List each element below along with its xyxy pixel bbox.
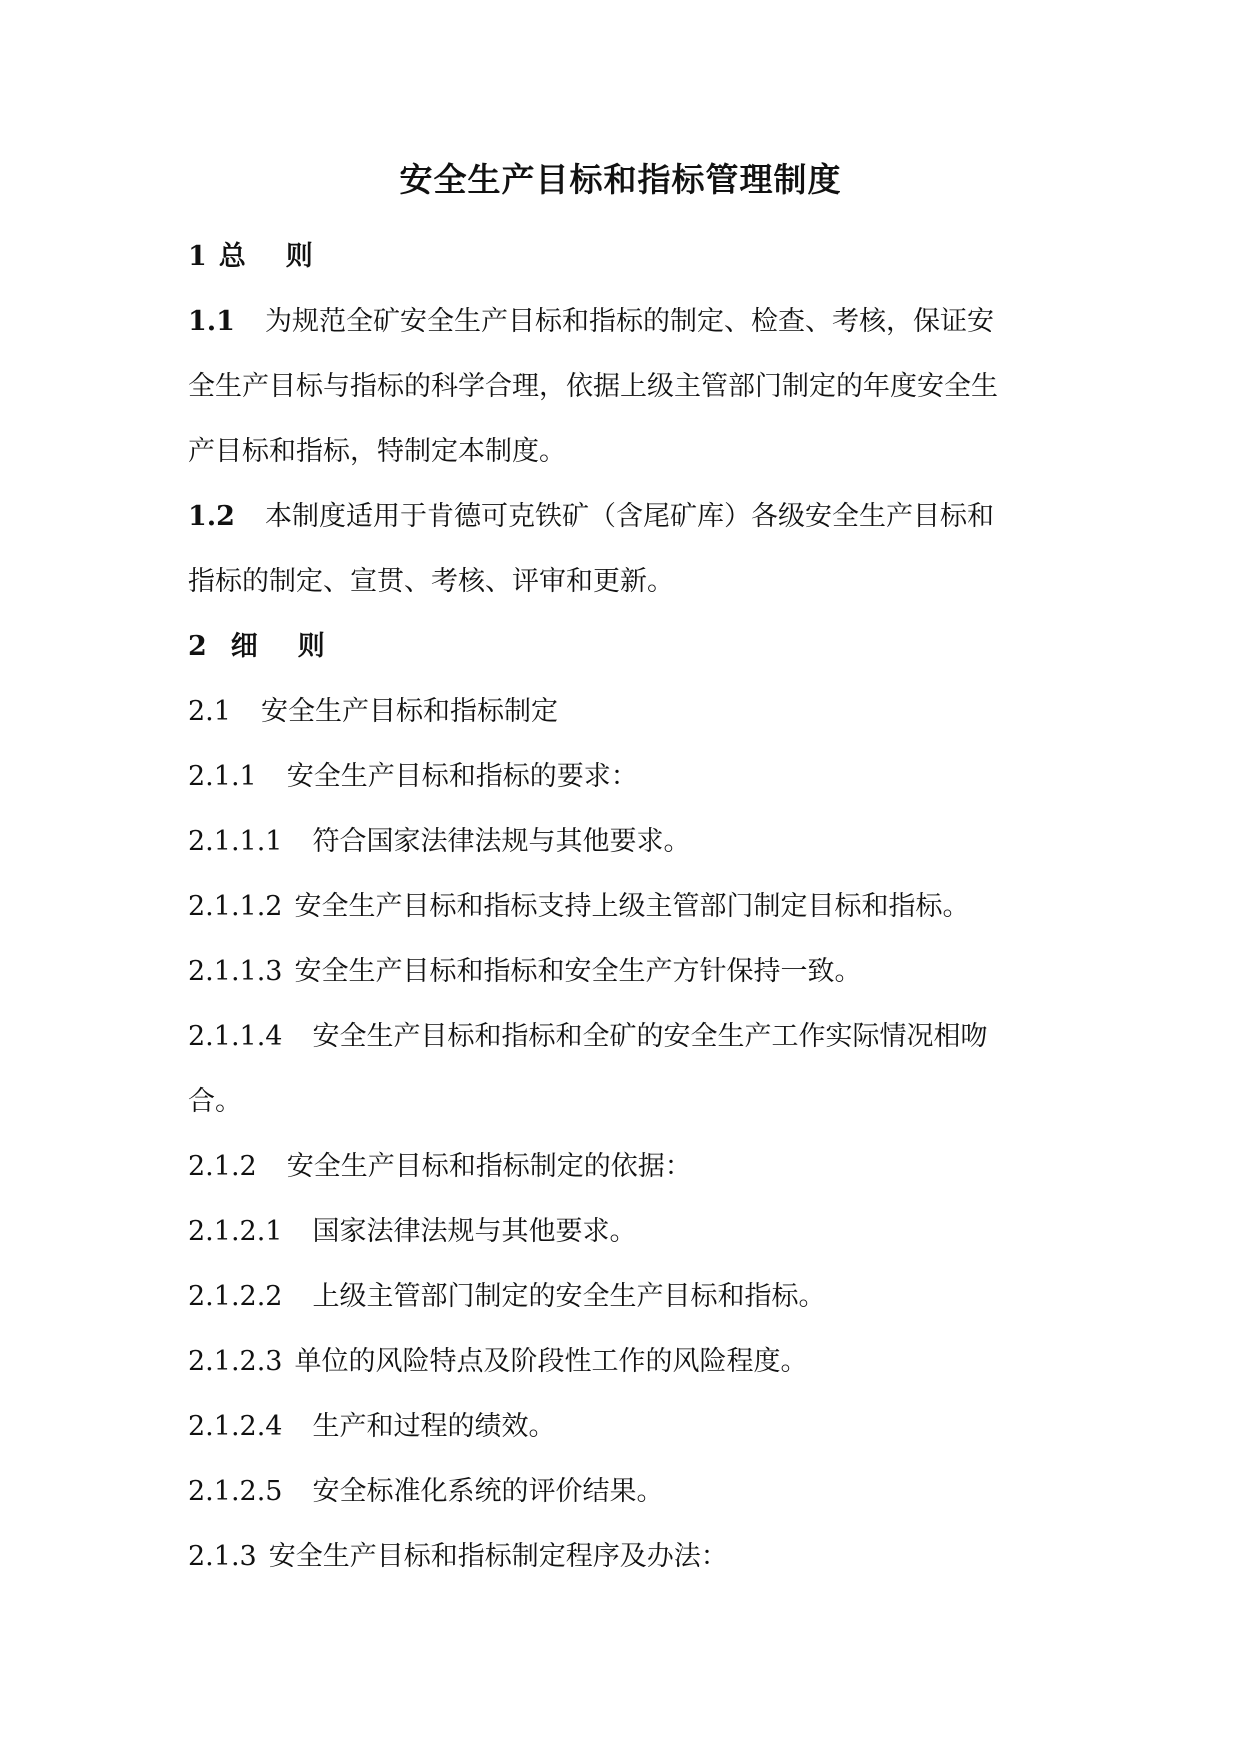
- item-number: 2.1.1.1: [188, 826, 283, 857]
- item-text: 安全标准化系统的评价结果。: [312, 1476, 664, 1507]
- section-1-title-a: 总: [218, 241, 246, 272]
- item-text: 安全生产目标和指标和安全生产方针保持一致。: [294, 956, 862, 987]
- clause-1-2-line-2: [188, 549, 1058, 614]
- item-number: 2.1.1.4: [188, 1021, 283, 1052]
- list-item: [188, 939, 1058, 1004]
- list-item: [188, 1394, 1058, 1459]
- document-title: 安全生产目标和指标管理制度: [399, 160, 842, 199]
- list-item: [188, 1134, 1058, 1199]
- item-text-continuation: 合。: [188, 1086, 242, 1117]
- list-item: [188, 679, 1058, 744]
- item-text: 安全生产目标和指标的要求：: [286, 761, 638, 792]
- item-number: 2.1.1.3: [188, 956, 283, 987]
- list-item: [188, 1264, 1058, 1329]
- list-item: [188, 1004, 1058, 1069]
- item-number: 2.1.2.2: [188, 1281, 283, 1312]
- list-item: [188, 809, 1058, 874]
- clause-1-1-text-line-1: 为规范全矿安全生产目标和指标的制定、检查、考核，保证安: [264, 306, 994, 337]
- item-text: 上级主管部门制定的安全生产目标和指标。: [312, 1281, 826, 1312]
- item-text: 生产和过程的绩效。: [312, 1411, 556, 1442]
- list-item: [188, 744, 1058, 809]
- item-number: 2.1.3: [188, 1541, 257, 1572]
- clause-1-1-line-3: [188, 419, 1058, 484]
- item-number: 2.1.2.5: [188, 1476, 283, 1507]
- list-item: [188, 1524, 1058, 1589]
- clause-1-1-text-line-2: 全生产目标与指标的科学合理，依据上级主管部门制定的年度安全生: [188, 371, 998, 402]
- section-2-title-a: 细: [230, 631, 258, 662]
- clause-1-2-line-1: [188, 484, 1058, 549]
- clause-1-2-number: 1.2: [188, 501, 235, 532]
- section-1-number: 1: [188, 241, 207, 272]
- item-number: 2.1.1.2: [188, 891, 283, 922]
- item-number: 2.1.2.4: [188, 1411, 283, 1442]
- clause-1-2-text-line-1: 本制度适用于肯德可克铁矿（含尾矿库）各级安全生产目标和: [264, 501, 994, 532]
- section-2-title-b: 则: [297, 631, 325, 662]
- item-text: 安全生产目标和指标支持上级主管部门制定目标和指标。: [294, 891, 970, 922]
- item-number: 2.1.1: [188, 761, 257, 792]
- clause-1-1-line-2: [188, 354, 1058, 419]
- clause-1-2-text-line-2: 指标的制定、宣贯、考核、评审和更新。: [188, 566, 674, 597]
- document-body: [188, 224, 1058, 1589]
- clause-1-1-number: 1.1: [188, 306, 235, 337]
- clause-1-1-text-line-3: 产目标和指标，特制定本制度。: [188, 436, 566, 467]
- item-text: 符合国家法律法规与其他要求。: [312, 826, 691, 857]
- item-number: 2.1: [188, 696, 231, 727]
- list-item: [188, 1459, 1058, 1524]
- item-number: 2.1.2: [188, 1151, 257, 1182]
- item-text: 安全生产目标和指标和全矿的安全生产工作实际情况相吻: [312, 1021, 988, 1052]
- section-2-heading: [188, 614, 1058, 679]
- item-text: 单位的风险特点及阶段性工作的风险程度。: [294, 1346, 808, 1377]
- section-2-number: 2: [188, 631, 207, 662]
- section-1-heading: [188, 224, 1058, 289]
- item-text: 安全生产目标和指标制定: [260, 696, 558, 727]
- item-text: 国家法律法规与其他要求。: [312, 1216, 637, 1247]
- list-item: [188, 874, 1058, 939]
- item-number: 2.1.2.3: [188, 1346, 283, 1377]
- clause-1-1-line-1: [188, 289, 1058, 354]
- section-1-title-b: 则: [285, 241, 313, 272]
- list-item: [188, 1199, 1058, 1264]
- item-text: 安全生产目标和指标制定的依据：: [286, 1151, 692, 1182]
- item-text: 安全生产目标和指标制定程序及办法：: [268, 1541, 728, 1572]
- item-number: 2.1.2.1: [188, 1216, 283, 1247]
- list-item: [188, 1329, 1058, 1394]
- list-item-continuation: [188, 1069, 1058, 1134]
